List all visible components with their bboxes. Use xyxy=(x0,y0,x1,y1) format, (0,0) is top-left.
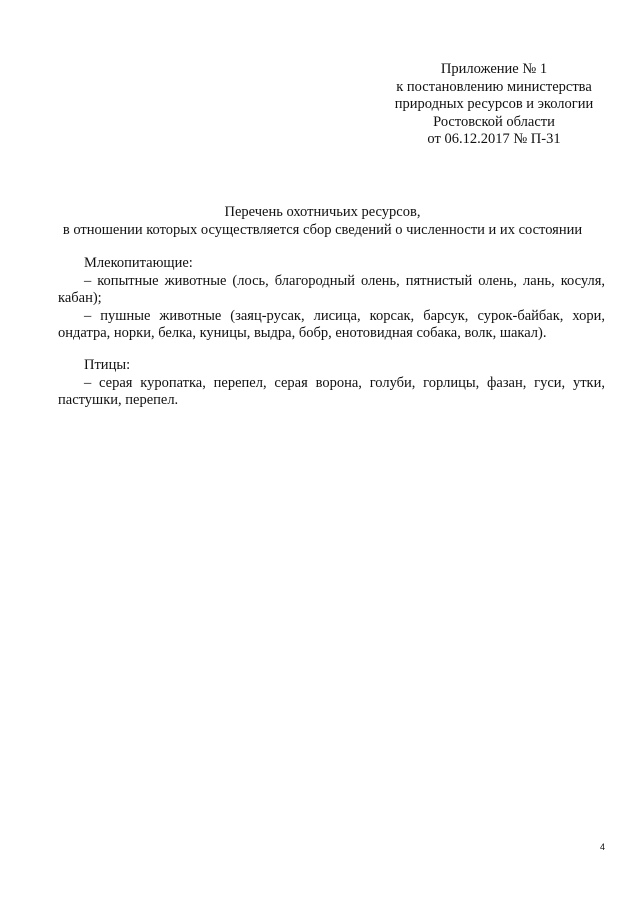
title-line-2: в отношении которых осуществляется сбор сведений о численности и их состоянии xyxy=(62,221,583,238)
document-title xyxy=(40,204,605,239)
mammals-heading: Млекопитающие: xyxy=(84,255,193,271)
birds-section xyxy=(58,357,605,410)
appendix-ministry-line: природных ресурсов и экологии xyxy=(394,96,594,113)
appendix-number: Приложение № 1 xyxy=(440,61,548,77)
appendix-date-line: от 06.12.2017 № П-31 xyxy=(427,131,561,148)
birds-heading: Птицы: xyxy=(84,357,131,373)
title-line-1: Перечень охотничьих ресурсов, xyxy=(224,204,421,220)
birds-item: – серая куропатка, перепел, серая ворона, голуби, горлицы, фазан, гуси, утки, пастушки, перепел. xyxy=(58,374,605,409)
fur-animals-item: – пушные животные (заяц-русак, лисица, корсак, барсук, сурок-байбак, хори, ондатра, норки, белка, куницы, выдра, бобр, енотовидная собака, волк, шакал). xyxy=(58,307,605,342)
mammals-section xyxy=(58,255,605,343)
page-number: 4 xyxy=(600,842,606,852)
appendix-header xyxy=(374,61,614,149)
appendix-region-line: Ростовской области xyxy=(433,113,555,130)
ungulates-item: – копытные животные (лось, благородный олень, пятнистый олень, лань, косуля, кабан); xyxy=(58,272,605,307)
appendix-resolution-line: к постановлению министерства xyxy=(396,78,592,95)
